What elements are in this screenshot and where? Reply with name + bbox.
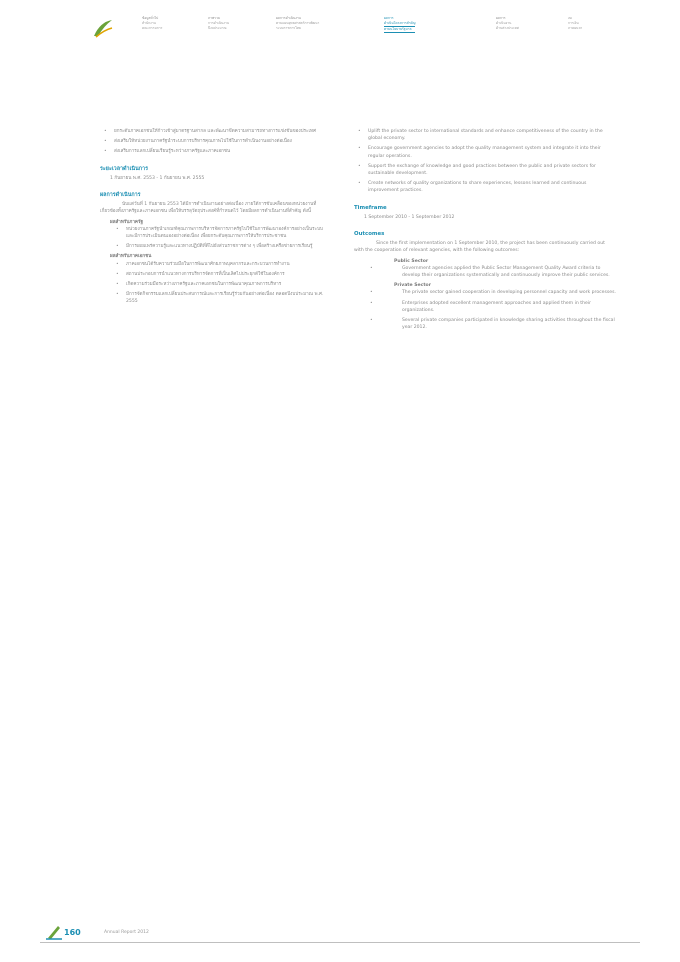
timeframe-text: 1 September 2010 - 1 September 2012 xyxy=(364,214,455,220)
top-navigation xyxy=(90,14,620,46)
list-item: • มีการจัดกิจกรรมแลกเปลี่ยนประสบการณ์และการเรียนรู้ร่วมกันอย่างต่อเนื่อง ตลอดปีงบประมาณ พ.ศ. 2555 xyxy=(100,291,330,305)
outcomes-paragraph: Since the first implementation on 1 September 2010, the project has been continuously carried out with the cooperation of relevant agencies, with the following outcomes: xyxy=(354,241,605,254)
list-item: • The private sector gained cooperation in developing personnel capacity and work processes. xyxy=(354,289,616,296)
subheading-public: ผลสำหรับภาครัฐ xyxy=(110,219,143,225)
list-item: • เกิดความร่วมมือระหว่างภาครัฐและภาคเอกชนในการพัฒนาคุณภาพการบริหาร xyxy=(100,281,330,288)
page-footer xyxy=(40,920,640,944)
page-number: 160 xyxy=(64,928,81,937)
period-text: 1 กันยายน พ.ศ. 2553 - 1 กันยายน พ.ศ. 2555 xyxy=(110,175,205,181)
footer-text: Annual Report 2012 xyxy=(104,930,149,935)
list-item: • Support the exchange of knowledge and good practices between the public and private sectors for sustainable development. xyxy=(354,163,616,177)
list-item: • Encourage government agencies to adopt the quality management system and integrate it into their regular operations. xyxy=(354,145,616,159)
list-item: • Enterprises adopted excellent management approaches and applied them in their organizations. xyxy=(354,300,616,314)
left-column xyxy=(100,128,330,309)
list-item: • มีการเผยแพร่ความรู้และแนวทางปฏิบัติที่ดีไปยังส่วนราชการต่าง ๆ เพื่อสร้างเครือข่ายการเรียนรู้ xyxy=(100,243,330,250)
nav-section-4-active[interactable]: ผลการ ดำเนินโครงการสำคัญ ตามนโยบายรัฐบาล xyxy=(384,16,416,31)
footer-swoosh-icon xyxy=(46,922,62,940)
list-item: • ภาคเอกชนได้รับความร่วมมือในการพัฒนาศักยภาพบุคลากรและกระบวนการทำงาน xyxy=(100,261,330,268)
subheading-private-sector: Private Sector xyxy=(394,283,431,289)
list-item: • Several private companies participated in knowledge sharing activities throughout the fiscal year 2012. xyxy=(354,317,616,331)
logo-icon xyxy=(90,16,116,42)
list-item: • สถานประกอบการนำแนวทางการบริหารจัดการที่เป็นเลิศไปประยุกต์ใช้ในองค์การ xyxy=(100,271,330,278)
nav-section-1[interactable]: ข้อมูลทั่วไป สำนักงาน คณะกรรมการ xyxy=(142,16,163,30)
list-item: • Government agencies applied the Public Sector Management Quality Award criteria to develop their organizations systematically and continuously improve their public services. xyxy=(354,265,616,279)
list-item: • ส่งเสริมการแลกเปลี่ยนเรียนรู้ระหว่างภาครัฐและภาคเอกชน xyxy=(100,148,330,155)
result-paragraph: นับแต่วันที่ 1 กันยายน 2553 ได้มีการดำเนินงานอย่างต่อเนื่อง ภายใต้การขับเคลื่อนของหน่วยงานที่เกี่ยวข้องทั้งภาครัฐและภาคเอกชน เพื่อให้บรรลุวัตถุประสงค์ที่กำหนดไว้ โดยมีผลการดำเนินงานที่สำคัญ ดังนี้ xyxy=(100,202,317,215)
nav-section-6[interactable]: งบ การเงิน ภาคผนวก xyxy=(568,16,583,30)
nav-section-2[interactable]: ภาพรวม การดำเนินงาน ปีงบประมาณ xyxy=(208,16,229,30)
right-column xyxy=(354,128,616,334)
list-item: • Uplift the private sector to international standards and enhance competitiveness of the country in the global economy. xyxy=(354,128,616,142)
subheading-private: ผลสำหรับภาคเอกชน xyxy=(110,254,152,260)
section-heading-result: ผลการดำเนินการ xyxy=(100,192,141,199)
section-heading-period: ระยะเวลาดำเนินการ xyxy=(100,165,148,172)
list-item: • หน่วยงานภาครัฐนำเกณฑ์คุณภาพการบริหารจัดการภาครัฐไปใช้ในการพัฒนาองค์การอย่างเป็นระบบ และมีการประเมินตนเองอย่างต่อเนื่อง เพื่อยกระดับคุณภาพการให้บริการประชาชน xyxy=(100,226,330,240)
list-item: • ยกระดับภาคเอกชนให้ก้าวเข้าสู่มาตรฐานสากล และพัฒนาขีดความสามารถทางการแข่งขันของประเทศ xyxy=(100,128,330,135)
footer-divider xyxy=(40,942,640,943)
list-item: • Create networks of quality organizations to share experiences, lessons learned and continuous improvement practices. xyxy=(354,180,616,194)
subheading-public-sector: Public Sector xyxy=(394,258,429,264)
section-heading-outcomes: Outcomes xyxy=(354,231,385,238)
list-item: • ส่งเสริมให้หน่วยงานภาครัฐนำระบบการบริหารคุณภาพไปใช้ในการดำเนินงานอย่างต่อเนื่อง xyxy=(100,138,330,145)
nav-section-5[interactable]: ผลการ ดำเนินงาน ด้านต่างประเทศ xyxy=(496,16,519,30)
nav-section-3[interactable]: ผลการดำเนินงาน ตามแผนยุทธศาสตร์การพัฒนา ระบบราชการไทย xyxy=(276,16,320,30)
section-heading-timeframe: Timeframe xyxy=(354,204,387,211)
